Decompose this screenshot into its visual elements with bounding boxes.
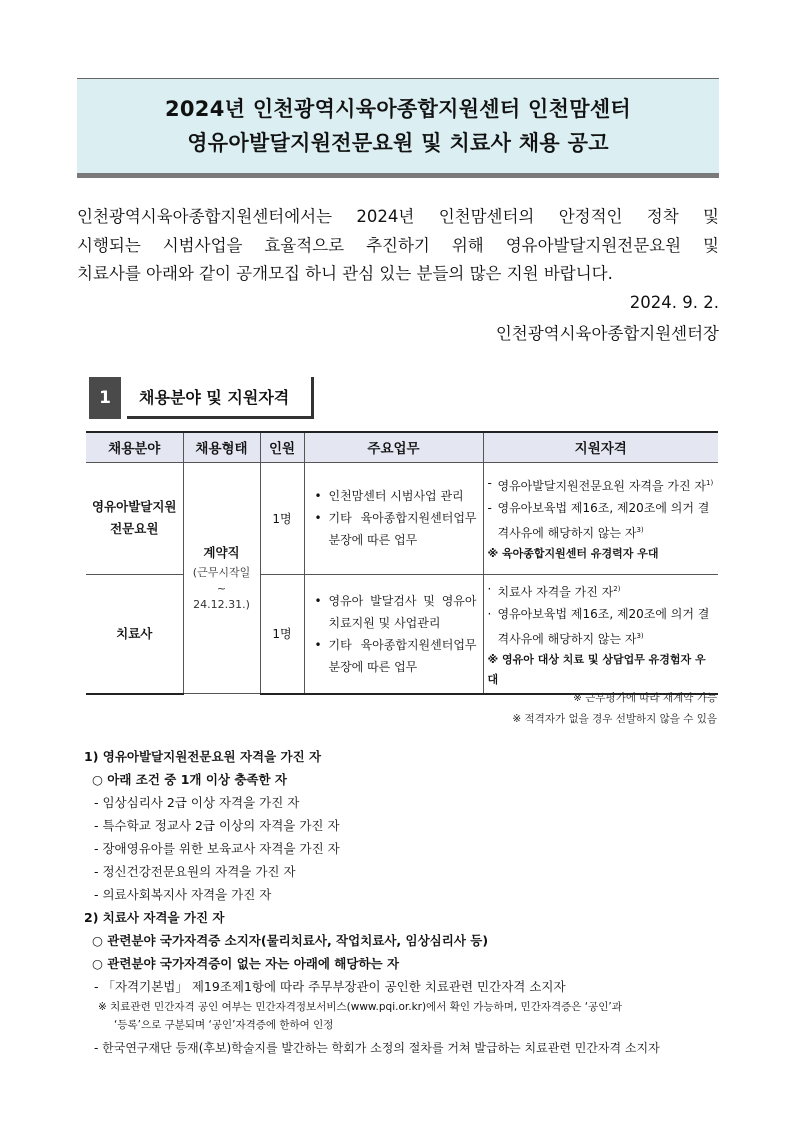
duty-item: • 기타 육아종합지원센터업무 분장에 따른 업무 [313,507,477,551]
footnote-ref: 3) [636,526,644,534]
dash-mark: - [487,476,492,490]
intro-line-1: 인천광역시육아종합지원센터에서는 2024년 인천맘센터의 안정적인 정착 및 [77,207,719,226]
qualification-item [488,603,715,650]
employment-type: 계약직 [203,544,240,560]
qualification-item [488,578,715,603]
section-header [89,377,314,419]
title-line-1: 2024년 인천광역시육아종합지원센터 인천맘센터 [164,97,631,121]
qualification-item [488,472,715,497]
section-number: 1 [89,377,121,419]
qualification-text: 치료사 자격을 가진 자 [497,584,614,599]
qualification-text: 영유아보육법 제16조, 제20조에 의거 결격사유에 해당하지 않는 자 [497,501,710,540]
title-box [77,78,719,178]
qualification-text: 영유아보육법 제16조, 제20조에 의거 결격사유에 해당하지 않는 자 [497,606,710,646]
footnote-ref: 1) [706,479,714,487]
list-item: - 한국연구재단 등재(후보)학술지를 발간하는 학회가 소정의 절차를 거쳐 발급하는 치료관련 민간자격 소지자 [94,1041,660,1055]
intro-line-2: 시행되는 시범사업을 효율적으로 추진하기 위해 영유아발달지원전문요원 및 [77,235,719,255]
recruitment-table [86,431,718,695]
category-cell [86,462,183,574]
signer: 인천광역시육아종합지원센터장 [495,324,719,343]
duty-item: • 영유아 발달검사 및 영유아 치료지원 및 사업관리 [313,590,477,634]
table-notes [512,688,717,730]
dash-mark: - [487,501,492,515]
note-renewal: ※ 근무평가에 따라 재계약 가능 [573,692,717,704]
title-line-2: 영유아발달지원전문요원 및 치료사 채용 공고 [187,131,609,155]
footnote-1-title: 1) 영유아발달지원전문요원 자격을 가진 자 [84,749,322,764]
footnote-1-condition: ○ 아래 조건 중 1개 이상 충족한 자 [92,772,287,787]
header-qualifications: 지원자격 [483,432,718,462]
list-item: - 특수학교 정교사 2급 이상의 자격을 가진 자 [94,818,340,833]
reference-note: ※ 치료관련 민간자격 공인 여부는 민간자격정보서비스(www.pqi.or.kr)에서 확인 가능하며, 민간자격증은 ‘공인’과 [98,1001,622,1013]
duty-item: • 인천맘센터 시범사업 관리 [313,485,477,507]
reference-note-continued: ‘등록’으로 구분되며 ‘공인’자격증에 한하여 인정 [114,1019,334,1031]
list-item: - 정신건강전문요원의 자격을 가진 자 [94,864,296,879]
duties-cell [304,574,483,694]
dash-mark: · [487,606,492,621]
table-row [86,574,718,694]
announcement-date: 2024. 9. 2. [629,292,719,312]
qualifications-cell [483,462,718,574]
header-duties: 주요업무 [304,432,483,462]
qualifications-cell [483,574,718,694]
table-header-row [86,432,718,462]
section-title: 채용분야 및 지원자격 [127,377,314,419]
header-employment-type: 채용형태 [183,432,260,462]
list-item: - 의료사회복지사 자격을 가진 자 [94,887,272,902]
headcount-cell: 1명 [260,462,304,574]
intro-paragraph [77,203,719,349]
footnote-ref: 3) [636,631,644,640]
duty-item: • 기타 육아종합지원센터업무 분장에 따른 업무 [313,634,477,678]
preference-note: ※ 육아종합지원센터 유경력자 우대 [487,547,659,560]
footnotes [84,745,724,1060]
table-row [86,462,718,574]
list-item: - 임상심리사 2급 이상 자격을 가진 자 [94,795,300,810]
employment-type-cell [183,462,260,694]
dash-mark: · [487,581,492,596]
headcount-cell: 1명 [260,574,304,694]
category-cell [86,574,183,694]
note-no-hire: ※ 적격자가 없을 경우 선발하지 않을 수 있음 [512,713,717,725]
category-line: 치료사 [116,625,153,641]
category-line: 영유아발달지원 [91,499,177,514]
qualification-item [488,497,715,544]
duties-cell [304,462,483,574]
footnote-2-condition: ○ 관련분야 국가자격증이 없는 자는 아래에 해당하는 자 [92,956,400,971]
header-headcount: 인원 [260,432,304,462]
header-category: 채용분야 [86,432,183,462]
footnote-2-title: 2) 치료사 자격을 가진 자 [84,910,225,925]
intro-line-3: 치료사를 아래와 같이 공개모집 하니 관심 있는 분들의 많은 지원 바랍니다. [77,264,613,283]
footnote-2-condition: ○ 관련분야 국가자격증 소지자(물리치료사, 작업치료사, 임상심리사 등) [92,933,489,948]
category-line: 전문요원 [110,521,159,536]
employment-period: (근무시작일 ~ 24.12.31.) [192,565,251,611]
preference-note: ※ 영유아 대상 치료 및 상담업무 유경험자 우대 [487,652,706,686]
list-item: - 「자격기본법」 제19조제1항에 따라 주무부장관이 공인한 치료관련 민간자격 소지자 [94,979,566,994]
list-item: - 장애영유아를 위한 보육교사 자격을 가진 자 [94,841,340,856]
qualification-text: 영유아발달지원전문요원 자격을 가진 자 [497,479,707,493]
footnote-ref: 2) [613,584,621,593]
